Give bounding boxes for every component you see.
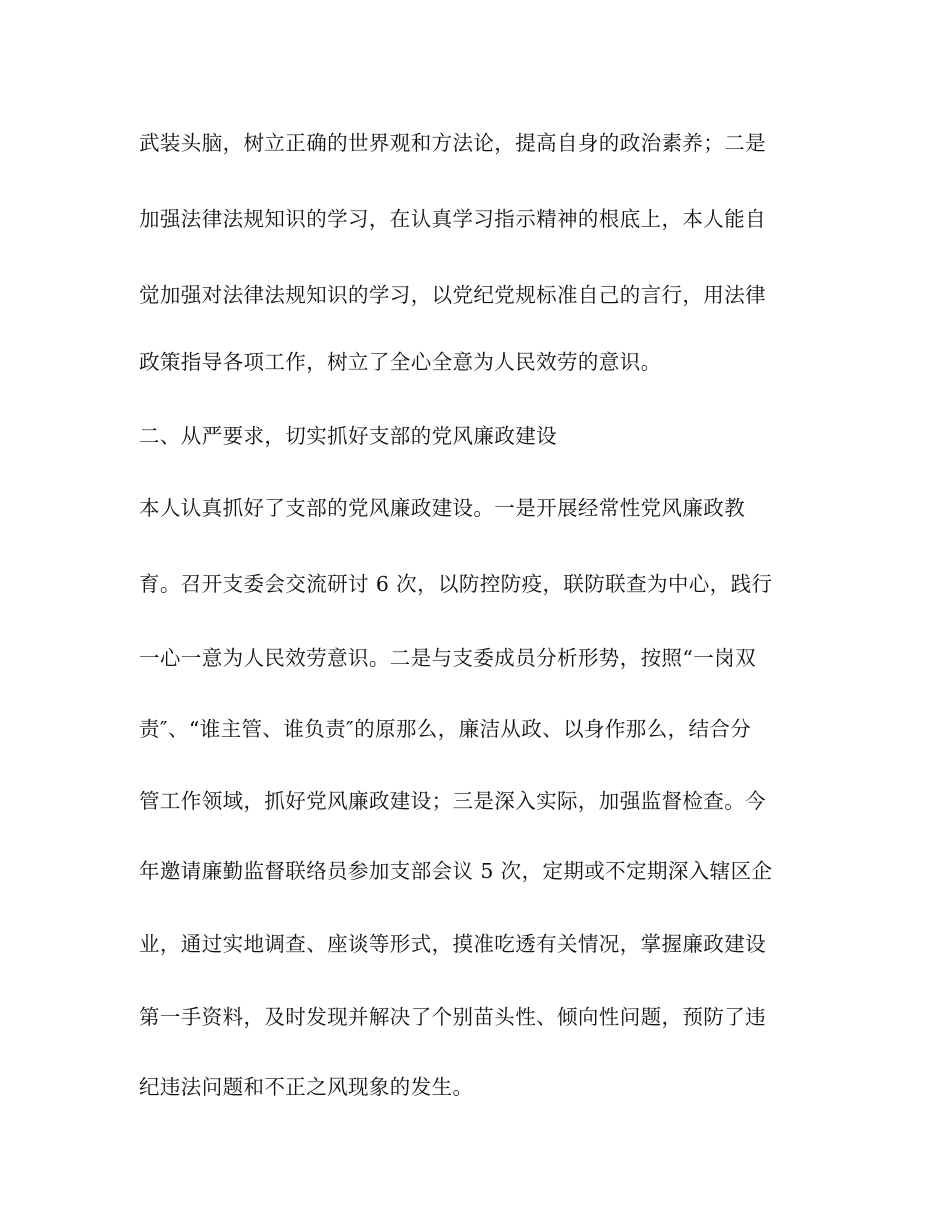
paragraph-line: 责″、“谁主管、谁负责″的原那么，廉洁从政、以身作那么，结合分 [139,717,752,741]
paragraph-line: 年邀请廉勤监督联络员参加支部会议 5 次，定期或不定期深入辖区企 [139,859,773,883]
paragraph-line: 业，通过实地调查、座谈等形式，摸准吃透有关情况，掌握廉政建设 [139,932,766,956]
paragraph-line: 武装头脑，树立正确的世界观和方法论，提高自身的政治素养；二是 [139,131,766,155]
paragraph-line: 育。召开支委会交流研讨 6 次，以防控防疫，联防联查为中心，践行 [139,572,773,596]
paragraph-line: 管工作领域，抓好党风廉政建设；三是深入实际，加强监督检查。今 [139,789,766,813]
paragraph-line: 政策指导各项工作，树立了全心全意为人民效劳的意识。 [139,350,662,374]
section-heading: 二、从严要求，切实抓好支部的党风廉政建设 [139,424,557,448]
paragraph-line: 一心一意为人民效劳意识。二是与支委成员分析形势，按照“一岗双 [139,646,756,670]
paragraph-line: 本人认真抓好了支部的党风廉政建设。一是开展经常性党风廉政教 [139,496,746,520]
paragraph-line: 觉加强对法律法规知识的学习，以党纪党规标准自己的言行，用法律 [139,283,766,307]
paragraph-line: 加强法律法规知识的学习，在认真学习指示精神的根底上，本人能自 [139,207,766,231]
paragraph-line: 纪违法问题和不正之风现象的发生。 [139,1075,474,1099]
paragraph-line: 第一手资料，及时发现并解决了个别苗头性、倾向性问题，预防了违 [139,1005,766,1029]
